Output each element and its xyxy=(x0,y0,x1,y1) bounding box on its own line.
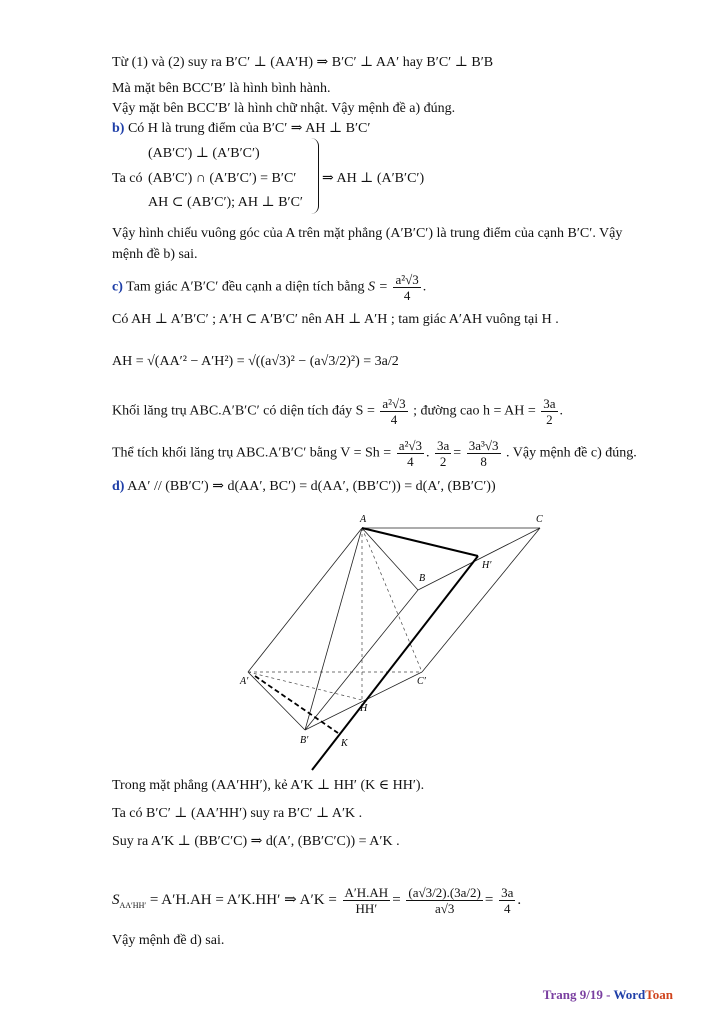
system-eq-1: (AB′C′) ⊥ (A′B′C′) xyxy=(148,146,260,161)
line-11-text-b: . Vậy mệnh đề c) đúng. xyxy=(506,445,637,461)
area-subscript: AA′HH′ xyxy=(119,900,147,910)
page-footer xyxy=(543,987,673,1003)
part-c-label: c) xyxy=(112,279,123,295)
area-fraction: $\frac{\text{a²√3}}{4}$ xyxy=(395,272,419,303)
line-9-ah-formula: AH = √(AA′² − A′H²) = √((a√3)² − (a√3/2)²) = 3a/2 xyxy=(112,354,399,369)
line-13: Trong mặt phẳng (AA′HH′), kẻ A′K ⊥ HH′ (K ∈ HH′). xyxy=(112,778,425,793)
line-10-text-b: ; đường cao h = AH = xyxy=(413,403,536,419)
height-fraction: $\frac{3a}{2}$ xyxy=(543,396,556,427)
line-16-text: = A′H.AH = A′K.HH′ ⇒ A′K = xyxy=(149,891,337,908)
ak-fraction-2: $\frac{(a√3/2).(3a/2)}{a√3}$ xyxy=(408,885,481,916)
label-Bp: B′ xyxy=(300,735,309,746)
line-10: Khối lăng trụ ABC.A′B′C′ có diện tích đáy S = $\frac{\text{a²√3}}{4}$ ; đường cao h = AH = $\frac{3a}{2}$ . xyxy=(112,396,564,427)
line-3: Vậy mặt bên BCC′B′ là hình chữ nhật. Vậy mệnh đề a) đúng. xyxy=(112,101,456,116)
ak-fraction-1: $\frac{A'H.AH}{HH'}$ xyxy=(344,885,389,916)
area-symbol: S xyxy=(112,891,120,908)
line-8: Có AH ⊥ A′B′C′ ; A′H ⊂ A′B′C′ nên AH ⊥ A′H ; tam giác A′AH vuông tại H . xyxy=(112,312,559,327)
line-14: Ta có B′C′ ⊥ (AA′HH′) suy ra B′C′ ⊥ A′K . xyxy=(112,806,363,821)
line-10-text-a: Khối lăng trụ ABC.A′B′C′ có diện tích đáy S = xyxy=(112,403,375,419)
area-s: S = xyxy=(368,279,388,295)
line-15: Suy ra A′K ⊥ (BB′C′C) ⇒ d(A′, (BB′C′C)) = A′K . xyxy=(112,834,400,849)
footer-sep: - xyxy=(602,987,614,1002)
label-B: B xyxy=(419,573,426,584)
line-1: Từ (1) và (2) suy ra B′C′ ⊥ (AA′H) ⇒ B′C′ ⊥ AA′ hay B′C′ ⊥ B′B xyxy=(112,55,494,70)
base-area-fraction: $\frac{\text{a²√3}}{4}$ xyxy=(382,396,406,427)
line-17: Vậy mệnh đề d) sai. xyxy=(112,933,225,948)
line-6: mệnh đề b) sai. xyxy=(112,247,198,262)
label-Ap: A′ xyxy=(240,676,249,687)
line-2: Mà mặt bên BCC′B′ là hình bình hành. xyxy=(112,81,331,96)
vol-fraction-1: $\frac{\text{a²√3}}{4}$ xyxy=(398,438,422,469)
system-brace xyxy=(308,138,319,214)
part-d-label: d) xyxy=(112,479,125,494)
label-K: K xyxy=(341,738,348,749)
line-11: Thể tích khối lăng trụ ABC.A′B′C′ bằng V = Sh = $\frac{\text{a²√3}}{4}$ . $\frac{3a}{2}$ = $\frac{\text{3a³√3}}{8}$ . Vậy mệnh đề c) đúng. xyxy=(112,438,637,469)
label-H: H xyxy=(360,703,368,714)
line-12 xyxy=(112,478,496,496)
footer-page: Trang 9/19 xyxy=(542,987,603,1002)
system-eq-3: AH ⊂ (AB′C′); AH ⊥ B′C′ xyxy=(148,195,303,210)
line-7: c) Tam giác A′B′C′ đều cạnh a diện tích bằng S = $\frac{\text{a²√3}}{4}$ . xyxy=(112,272,427,303)
part-b-label: b) xyxy=(112,121,125,136)
line-4 xyxy=(112,120,370,138)
ak-fraction-3: $\frac{3a}{4}$ xyxy=(501,885,514,916)
line-11-text-a: Thể tích khối lăng trụ ABC.A′B′C′ bằng V = Sh = xyxy=(112,445,392,461)
line-5: Vậy hình chiếu vuông góc của A trên mặt phẳng (A′B′C′) là trung điểm của cạnh B′C′. Vậy xyxy=(112,226,623,241)
vol-fraction-3: $\frac{\text{3a³√3}}{8}$ xyxy=(468,438,499,469)
label-Cp: C′ xyxy=(417,676,426,687)
footer-word: Word xyxy=(613,987,646,1002)
footer-toan: Toan xyxy=(645,987,673,1002)
label-A: A xyxy=(360,514,367,525)
system-prefix: Ta có xyxy=(112,171,143,186)
label-C: C xyxy=(536,514,543,525)
line-7-text: Tam giác A′B′C′ đều cạnh a diện tích bằng xyxy=(126,279,365,295)
system-result: ⇒ AH ⊥ (A′B′C′) xyxy=(322,171,425,186)
line-12-text: AA′ // (BB′C′) ⇒ d(AA′, BC′) = d(AA′, (BB′C′)) = d(A′, (BB′C′)) xyxy=(127,479,496,494)
vol-fraction-2: $\frac{3a}{2}$ xyxy=(437,438,450,469)
line-4-text: Có H là trung điểm của B′C′ ⇒ AH ⊥ B′C′ xyxy=(127,121,371,136)
line-16: $S_{AA'HH'} = A'H.AH = A'K.HH'$ ⇒ A′K = $\frac{A'H.AH}{HH'}$ = $\frac{(a√3/2).(3a/2)}{a√3}$ = $\frac{3a}{4}$ . xyxy=(112,885,522,916)
system-eq-2: (AB′C′) ∩ (A′B′C′) = B′C′ xyxy=(148,171,297,186)
label-Hp: H′ xyxy=(482,560,492,571)
